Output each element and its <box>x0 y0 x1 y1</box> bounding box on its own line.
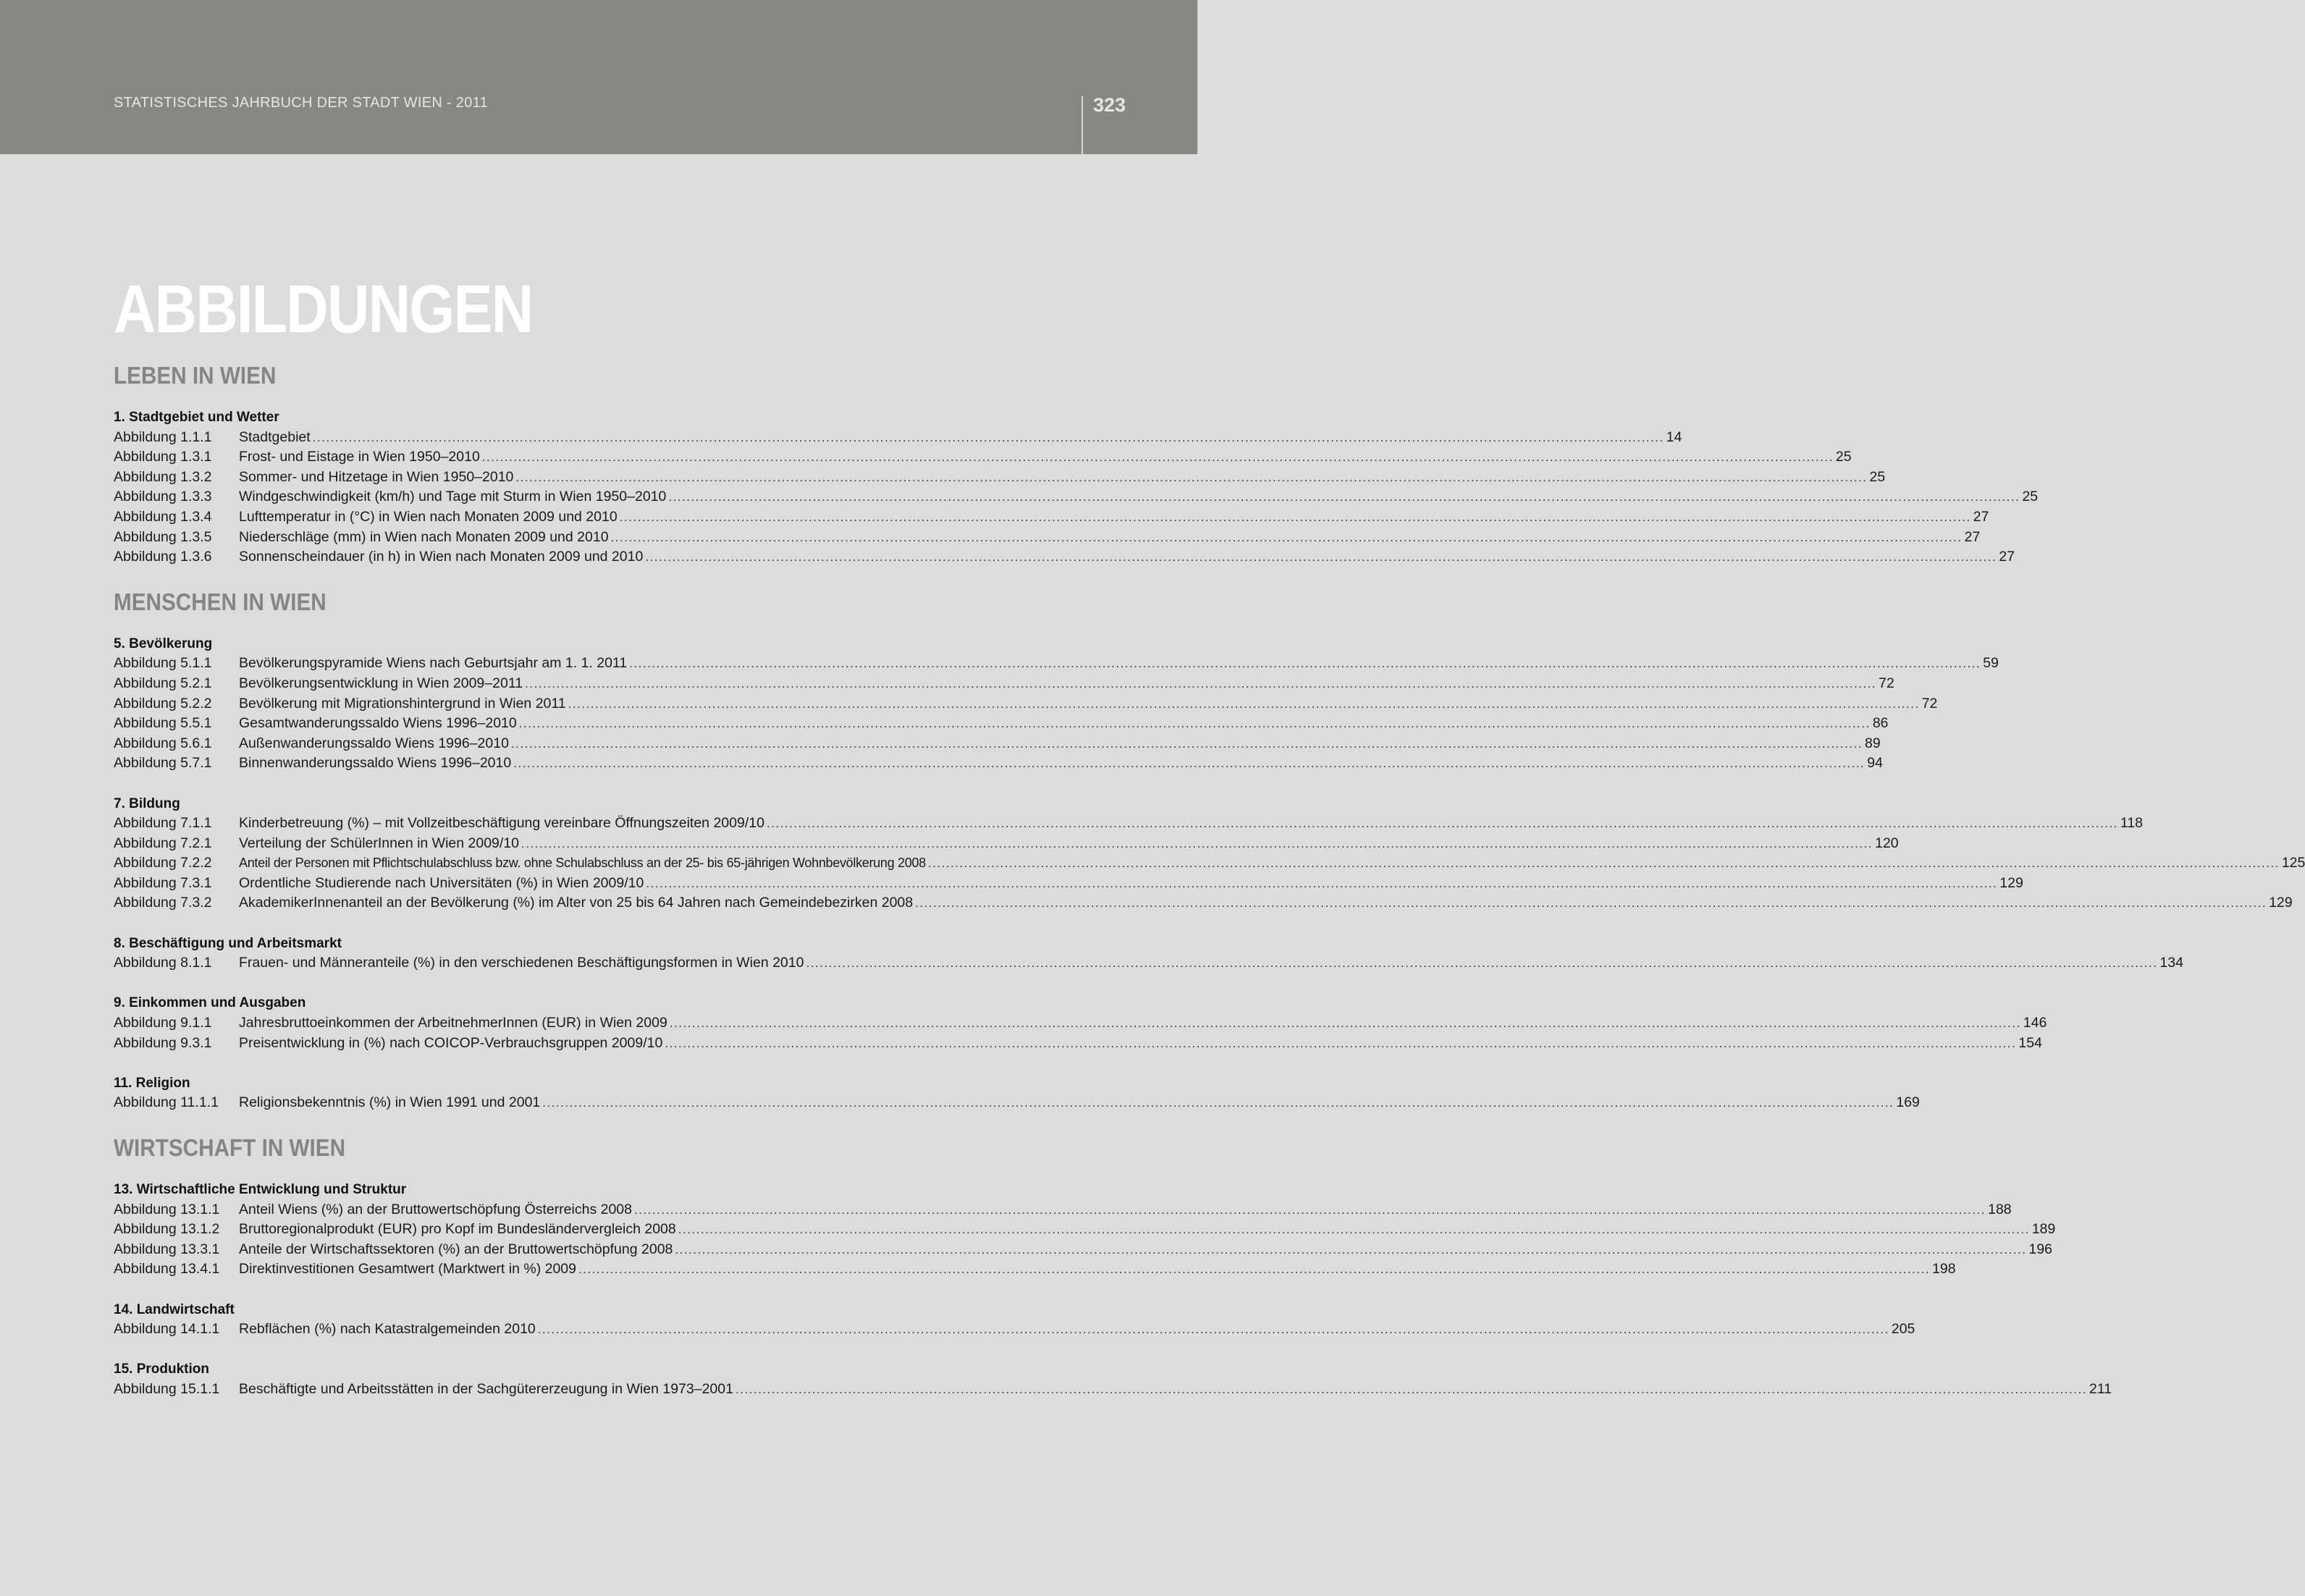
toc-entry[interactable] <box>114 853 2305 874</box>
dot-leader <box>609 528 1965 548</box>
figure-page-number: 27 <box>1999 549 2015 565</box>
toc-entry[interactable] <box>114 468 1886 488</box>
figure-page-number: 125 <box>2281 855 2305 871</box>
figure-label: Abbildung 9.1.1 <box>114 1015 212 1031</box>
toc-entry[interactable] <box>114 674 1895 694</box>
dot-leader <box>517 714 1873 734</box>
figure-label: Abbildung 1.3.2 <box>114 468 212 485</box>
section-title: LEBEN IN WIEN <box>114 362 277 389</box>
figure-page-number: 129 <box>2269 895 2293 911</box>
toc-entry[interactable] <box>114 694 1938 714</box>
dot-leader <box>644 874 2000 894</box>
figure-label: Abbildung 1.3.6 <box>114 549 212 565</box>
figure-label: Abbildung 13.1.1 <box>114 1201 220 1217</box>
figure-title: Stadtgebiet <box>239 428 311 445</box>
toc-group <box>114 1073 1920 1113</box>
figure-title: Bevölkerungspyramide Wiens nach Geburtsjahr am 1. 1. 2011 <box>239 655 628 672</box>
toc-entry[interactable] <box>114 1320 1916 1340</box>
figure-page-number: 120 <box>1874 835 1899 851</box>
toc-entry[interactable] <box>114 734 1881 754</box>
figure-label: Abbildung 14.1.1 <box>114 1321 220 1338</box>
toc-entry[interactable] <box>114 814 2143 834</box>
figure-label: Abbildung 1.3.5 <box>114 528 212 545</box>
figure-title: Bevölkerungsentwicklung in Wien 2009–2011 <box>239 675 523 691</box>
figure-label: Abbildung 5.7.1 <box>114 755 212 772</box>
toc-group <box>114 993 2047 1053</box>
page-number: 323 <box>1093 94 1126 116</box>
dot-leader <box>511 753 1867 774</box>
figure-title: Sonnenscheindauer (in h) in Wien nach Monaten 2009 und 2010 <box>239 549 644 565</box>
dot-leader <box>513 468 1869 488</box>
figure-title: Anteile der Wirtschaftssektoren (%) an der Bruttowertschöpfung 2008 <box>239 1241 673 1257</box>
figure-title: Rebflächen (%) nach Katastralgemeinden 2010 <box>239 1321 536 1338</box>
group-title: 13. Wirtschaftliche Entwicklung und Struktur <box>114 1182 407 1197</box>
figure-title: Frost- und Eistage in Wien 1950–2010 <box>239 449 480 465</box>
figure-label: Abbildung 5.6.1 <box>114 735 212 751</box>
toc-entry[interactable] <box>114 874 2023 894</box>
dot-leader <box>311 428 1666 448</box>
toc-entry[interactable] <box>114 834 1899 854</box>
figure-label: Abbildung 5.2.2 <box>114 695 212 712</box>
dot-leader <box>480 447 1836 468</box>
toc-entry[interactable] <box>114 714 1889 734</box>
dot-leader <box>576 1259 1932 1280</box>
toc-group <box>114 934 2183 974</box>
figure-label: Abbildung 7.2.2 <box>114 855 212 871</box>
figure-title: Bruttoregionalprodukt (EUR) pro Kopf im Bundesländervergleich 2008 <box>239 1221 676 1238</box>
toc-entry[interactable] <box>114 1013 2047 1034</box>
figure-page-number: 86 <box>1872 715 1889 732</box>
figure-page-number: 146 <box>2023 1015 2047 1031</box>
header-divider <box>1082 96 1083 154</box>
toc-entry[interactable] <box>114 893 2293 913</box>
figure-page-number: 14 <box>1666 428 1682 445</box>
group-title: 1. Stadtgebiet und Wetter <box>114 410 279 425</box>
figure-label: Abbildung 5.2.1 <box>114 675 212 691</box>
figure-page-number: 196 <box>2028 1241 2052 1257</box>
toc-section <box>114 1133 2112 1400</box>
figure-title: Anteil der Personen mit Pflichtschulabschluss bzw. ohne Schulabschluss an der 25- bis 65-jährigen Wohnbevölkerung 2008 <box>239 856 926 871</box>
dot-leader <box>764 814 2120 834</box>
figure-page-number: 198 <box>1931 1261 1956 1278</box>
dot-leader <box>627 654 1983 674</box>
group-title: 7. Bildung <box>114 795 180 811</box>
page-title: ABBILDUNGEN <box>114 271 533 347</box>
figure-label: Abbildung 1.3.3 <box>114 489 212 505</box>
figure-label: Abbildung 13.1.2 <box>114 1221 220 1238</box>
toc-group <box>114 1359 2112 1399</box>
dot-leader <box>566 694 1922 714</box>
toc-entry[interactable] <box>114 428 1682 448</box>
figure-title: Beschäftigte und Arbeitsstätten in der Sachgütererzeugung in Wien 1973–2001 <box>239 1380 733 1397</box>
dot-leader <box>673 1240 2028 1260</box>
figure-label: Abbildung 1.3.4 <box>114 508 212 525</box>
figure-page-number: 89 <box>1864 735 1881 751</box>
dot-leader <box>523 674 1879 694</box>
dot-leader <box>666 487 2022 507</box>
figure-label: Abbildung 5.5.1 <box>114 715 212 732</box>
toc-section <box>114 361 2039 567</box>
figure-title: Binnenwanderungssaldo Wiens 1996–2010 <box>239 755 512 772</box>
figure-title: Lufttemperatur in (°C) in Wien nach Monaten 2009 und 2010 <box>239 508 618 525</box>
figure-title: Kinderbetreuung (%) – mit Vollzeitbeschäftigung vereinbare Öffnungszeiten 2009/10 <box>239 815 764 832</box>
figure-label: Abbildung 15.1.1 <box>114 1380 220 1397</box>
figure-page-number: 188 <box>1987 1201 2012 1217</box>
figure-page-number: 205 <box>1891 1321 1916 1338</box>
toc-entry[interactable] <box>114 753 1883 774</box>
figure-label: Abbildung 13.4.1 <box>114 1261 220 1278</box>
toc-content <box>114 271 2305 1400</box>
toc-entry[interactable] <box>114 1380 2112 1400</box>
group-title: 14. Landwirtschaft <box>114 1301 235 1317</box>
toc-group <box>114 408 2039 567</box>
toc-entry[interactable] <box>114 953 2183 974</box>
figure-page-number: 154 <box>2018 1034 2042 1051</box>
toc-entry[interactable] <box>114 1093 1920 1113</box>
figure-page-number: 129 <box>2000 874 2023 891</box>
toc-entry[interactable] <box>114 487 2039 507</box>
dot-leader <box>667 1013 2023 1034</box>
toc-entry[interactable] <box>114 447 1852 468</box>
dot-leader <box>662 1034 2018 1054</box>
figure-page-number: 27 <box>1964 528 1981 545</box>
figure-label: Abbildung 1.1.1 <box>114 428 212 445</box>
dot-leader <box>926 853 2282 874</box>
figure-title: Verteilung der SchülerInnen in Wien 2009/10 <box>239 835 520 851</box>
figure-page-number: 118 <box>2120 815 2143 832</box>
figure-label: Abbildung 5.1.1 <box>114 655 212 672</box>
figure-page-number: 72 <box>1879 675 1895 691</box>
section-title: WIRTSCHAFT IN WIEN <box>114 1134 346 1161</box>
toc-sections <box>114 361 2305 1400</box>
figure-page-number: 134 <box>2159 955 2183 971</box>
toc-entry[interactable] <box>114 1240 2052 1260</box>
toc-section <box>114 588 2305 1113</box>
dot-leader <box>733 1380 2089 1400</box>
group-title: 9. Einkommen und Ausgaben <box>114 995 306 1011</box>
figure-page-number: 189 <box>2031 1221 2056 1238</box>
figure-page-number: 27 <box>1973 508 1989 525</box>
header-title: STATISTISCHES JAHRBUCH DER STADT WIEN - 2011 <box>114 95 488 111</box>
figure-label: Abbildung 11.1.1 <box>114 1094 219 1111</box>
figure-label: Abbildung 7.3.1 <box>114 874 212 891</box>
figure-page-number: 72 <box>1921 695 1938 712</box>
dot-leader <box>536 1320 1892 1340</box>
figure-page-number: 25 <box>1869 468 1886 485</box>
figure-title: Frauen- und Männeranteile (%) in den verschiedenen Beschäftigungsformen in Wien 2010 <box>239 955 804 971</box>
toc-entry[interactable] <box>114 654 1999 674</box>
figure-page-number: 25 <box>2022 489 2039 505</box>
figure-title: Bevölkerung mit Migrationshintergrund in Wien 2011 <box>239 695 566 712</box>
figure-page-number: 59 <box>1983 655 1999 672</box>
group-title: 15. Produktion <box>114 1361 209 1377</box>
figure-label: Abbildung 7.3.2 <box>114 895 212 911</box>
dot-leader <box>643 547 1999 567</box>
figure-label: Abbildung 9.3.1 <box>114 1034 212 1051</box>
figure-label: Abbildung 8.1.1 <box>114 955 212 971</box>
group-title: 11. Religion <box>114 1075 190 1091</box>
toc-entry[interactable] <box>114 507 1989 528</box>
group-title: 8. Beschäftigung und Arbeitsmarkt <box>114 935 342 951</box>
dot-leader <box>618 507 1973 528</box>
toc-entry[interactable] <box>114 547 2015 567</box>
toc-group <box>114 794 2305 914</box>
toc-entry[interactable] <box>114 1220 2056 1240</box>
dot-leader <box>676 1220 2032 1240</box>
figure-title: Preisentwicklung in (%) nach COICOP-Verbrauchsgruppen 2009/10 <box>239 1034 663 1051</box>
toc-entry[interactable] <box>114 1034 2042 1054</box>
dot-leader <box>804 953 2159 974</box>
group-title: 5. Bevölkerung <box>114 636 213 651</box>
toc-entry[interactable] <box>114 528 1981 548</box>
figure-title: Ordentliche Studierende nach Universitäten (%) in Wien 2009/10 <box>239 874 644 891</box>
figure-label: Abbildung 1.3.1 <box>114 449 212 465</box>
figure-title: Anteil Wiens (%) an der Bruttowertschöpfung Österreichs 2008 <box>239 1201 633 1217</box>
figure-title: Sommer- und Hitzetage in Wien 1950–2010 <box>239 468 514 485</box>
dot-leader <box>540 1093 1896 1113</box>
figure-title: Außenwanderungssaldo Wiens 1996–2010 <box>239 735 509 751</box>
toc-group <box>114 634 1999 774</box>
toc-entry[interactable] <box>114 1200 2012 1220</box>
figure-page-number: 25 <box>1835 449 1852 465</box>
figure-title: Niederschläge (mm) in Wien nach Monaten 2009 und 2010 <box>239 528 609 545</box>
figure-title: Direktinvestitionen Gesamtwert (Marktwert in %) 2009 <box>239 1261 576 1278</box>
figure-label: Abbildung 7.2.1 <box>114 835 212 851</box>
figure-title: AkademikerInnenanteil an der Bevölkerung (%) im Alter von 25 bis 64 Jahren nach Gemeindebezirken 2008 <box>239 895 914 911</box>
figure-label: Abbildung 13.3.1 <box>114 1241 220 1257</box>
figure-label: Abbildung 7.1.1 <box>114 815 212 832</box>
section-title: MENSCHEN IN WIEN <box>114 588 326 615</box>
toc-group <box>114 1300 1916 1340</box>
figure-page-number: 211 <box>2089 1380 2112 1397</box>
dot-leader <box>632 1200 1988 1220</box>
toc-group <box>114 1180 2056 1280</box>
dot-leader <box>519 834 1875 854</box>
figure-title: Jahresbruttoeinkommen der ArbeitnehmerInnen (EUR) in Wien 2009 <box>239 1015 667 1031</box>
dot-leader <box>913 893 2269 913</box>
figure-page-number: 94 <box>1867 755 1883 772</box>
figure-title: Windgeschwindigkeit (km/h) und Tage mit Sturm in Wien 1950–2010 <box>239 489 667 505</box>
page-header <box>0 0 1197 154</box>
toc-entry[interactable] <box>114 1259 1956 1280</box>
figure-title: Gesamtwanderungssaldo Wiens 1996–2010 <box>239 715 517 732</box>
figure-page-number: 169 <box>1896 1094 1920 1111</box>
figure-title: Religionsbekenntnis (%) in Wien 1991 und 2001 <box>239 1094 541 1111</box>
dot-leader <box>509 734 1865 754</box>
